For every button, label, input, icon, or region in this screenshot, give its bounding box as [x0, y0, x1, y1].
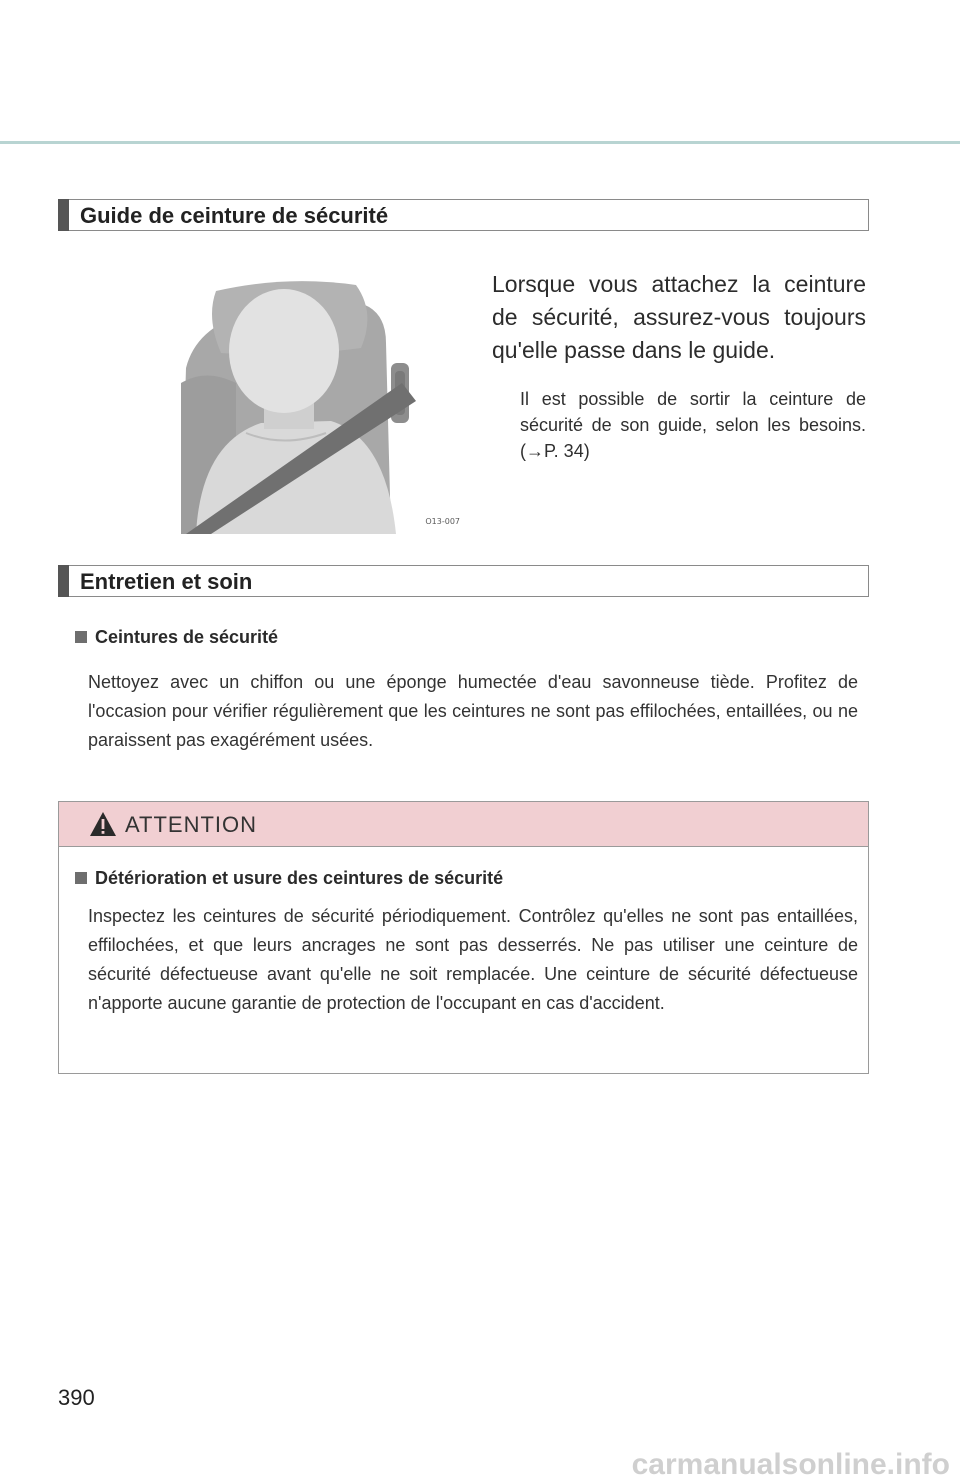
caution-subheading-text: Détérioration et usure des ceintures de sécurité: [95, 868, 504, 888]
seatbelt-figure-drawing: [86, 273, 470, 534]
section-title: Guide de ceinture de sécurité: [80, 203, 389, 228]
section-title: Entretien et soin: [80, 569, 253, 594]
square-bullet-icon: [75, 631, 87, 643]
page-number: 390: [58, 1385, 95, 1410]
maintenance-paragraph: Nettoyez avec un chiffon ou une éponge humectée d'eau savonneuse tiède. Profitez de l'occasion pour vérifier régulièrement que les ceintures ne sont pas effilochées, entaillées, ou ne paraissent pas exagérément usées.: [88, 672, 858, 750]
seatbelt-guide-illustration: [86, 273, 470, 534]
note-paragraph: Il est possible de sortir la ceinture de sécurité de son guide, selon les besoins. (→P. 34): [520, 389, 866, 461]
caution-subheading: [75, 868, 503, 889]
section-heading-seatbelt-guide: [58, 199, 869, 231]
lead-paragraph: Lorsque vous attachez la ceinture de sécurité, assurez-vous toujours qu'elle passe dans le guide.: [492, 271, 866, 363]
section-heading-maintenance: [58, 565, 869, 597]
caution-box: [58, 801, 869, 1074]
watermark: [0, 1448, 960, 1484]
section-heading-bar: [58, 565, 69, 597]
watermark-text: carmanualsonline.info: [631, 1448, 950, 1481]
warning-triangle-icon: [89, 811, 117, 837]
caution-title: ATTENTION: [125, 812, 258, 837]
subheading-seatbelts: [75, 627, 278, 648]
figure-code: O13-007: [425, 517, 460, 526]
square-bullet-icon: [75, 872, 87, 884]
caution-header: [59, 802, 868, 847]
subheading-text: Ceintures de sécurité: [95, 627, 279, 647]
top-rule: [0, 141, 960, 144]
caution-body: Inspectez les ceintures de sécurité périodiquement. Contrôlez qu'elles ne sont pas entaillées, effilochées, et que leurs ancrages ne sont pas desserrés. Ne pas utiliser une ceinture de sécurité défectueuse avant qu'elle ne soit remplacée. Une ceinture de sécurité défectueuse n'apporte aucune garantie de protection de l'occupant en cas d'accident.: [88, 906, 858, 1013]
section-heading-bar: [58, 199, 69, 231]
